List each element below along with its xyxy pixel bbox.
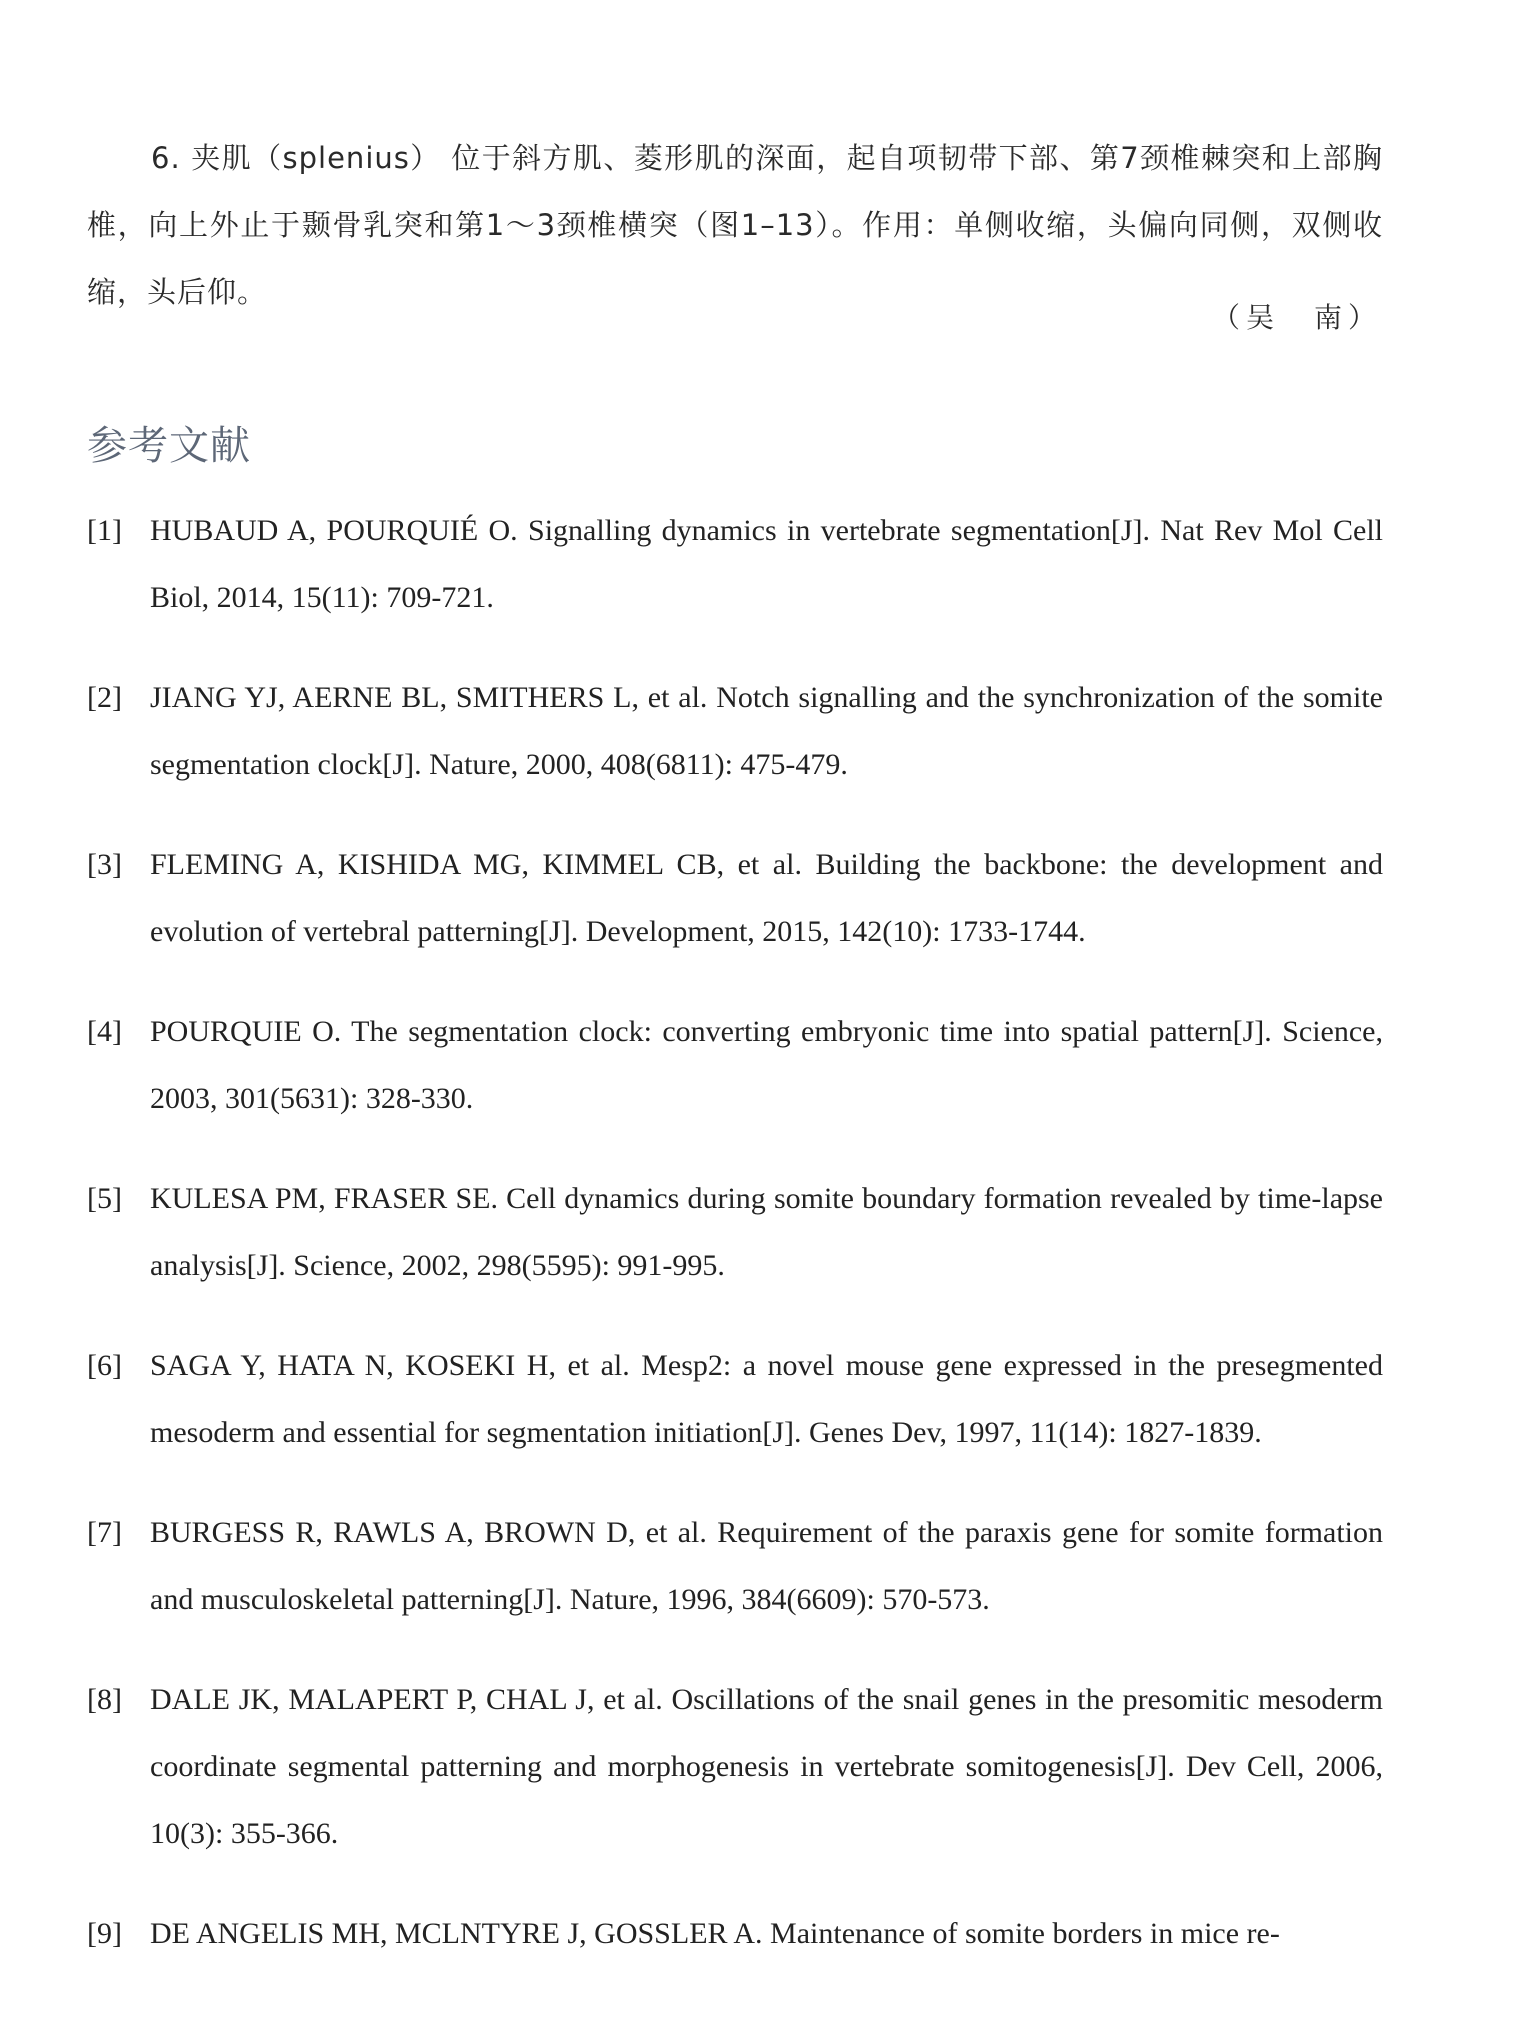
reference-text: JIANG YJ, AERNE BL, SMITHERS L, et al. Notch signalling and the synchronization of the somite segmentation clock[J]. Nature, 2000, 408(6811): 475-479. — [150, 681, 1383, 781]
reference-number: [3] — [87, 848, 122, 881]
body-paragraph: 6. 夹肌（splenius） 位于斜方肌、菱形肌的深面，起自项韧带下部、第7颈椎棘突和上部胸椎，向上外止于颞骨乳突和第1～3颈椎横突（图1–13）。作用：单侧收缩，头偏向同侧，双侧收缩，头后仰。 — [87, 141, 1383, 309]
reference-list — [87, 497, 1383, 2000]
reference-item — [87, 831, 1383, 965]
reference-text: FLEMING A, KISHIDA MG, KIMMEL CB, et al. Building the backbone: the development and evolution of vertebral patterning[J]. Development, 2015, 142(10): 1733-1744. — [150, 848, 1383, 948]
reference-number: [6] — [87, 1349, 122, 1382]
reference-number: [1] — [87, 514, 122, 547]
reference-text: KULESA PM, FRASER SE. Cell dynamics during somite boundary formation revealed by time-lapse analysis[J]. Science, 2002, 298(5595): 991-995. — [150, 1182, 1383, 1282]
reference-item — [87, 1900, 1383, 1967]
reference-item — [87, 1332, 1383, 1466]
reference-item — [87, 1666, 1383, 1867]
references-heading: 参考文献 — [87, 423, 251, 469]
reference-text: SAGA Y, HATA N, KOSEKI H, et al. Mesp2: a novel mouse gene expressed in the presegmented mesoderm and essential for segmentation initiation[J]. Genes Dev, 1997, 11(14): 1827-1839. — [150, 1349, 1383, 1449]
author-attribution: （吴 南） — [1211, 301, 1382, 334]
reference-item — [87, 497, 1383, 631]
reference-number: [2] — [87, 681, 122, 714]
reference-item — [87, 1165, 1383, 1299]
reference-number: [4] — [87, 1015, 122, 1048]
reference-number: [9] — [87, 1917, 122, 1950]
reference-text: BURGESS R, RAWLS A, BROWN D, et al. Requirement of the paraxis gene for somite formation and musculoskeletal patterning[J]. Nature, 1996, 384(6609): 570-573. — [150, 1516, 1383, 1616]
reference-text: DE ANGELIS MH, MCLNTYRE J, GOSSLER A. Maintenance of somite borders in mice re- — [150, 1917, 1280, 1950]
reference-item — [87, 664, 1383, 798]
reference-item — [87, 998, 1383, 1132]
reference-item — [87, 1499, 1383, 1633]
reference-text: POURQUIE O. The segmentation clock: converting embryonic time into spatial pattern[J]. Science, 2003, 301(5631): 328-330. — [150, 1015, 1383, 1115]
reference-text: HUBAUD A, POURQUIÉ O. Signalling dynamics in vertebrate segmentation[J]. Nat Rev Mol Cell Biol, 2014, 15(11): 709-721. — [150, 514, 1383, 614]
reference-text: DALE JK, MALAPERT P, CHAL J, et al. Oscillations of the snail genes in the presomitic mesoderm coordinate segmental patterning and morphogenesis in vertebrate somitogenesis[J]. Dev Cell, 2006, 10(3): 355-366. — [150, 1683, 1383, 1850]
reference-number: [7] — [87, 1516, 122, 1549]
reference-number: [5] — [87, 1182, 122, 1215]
reference-number: [8] — [87, 1683, 122, 1716]
